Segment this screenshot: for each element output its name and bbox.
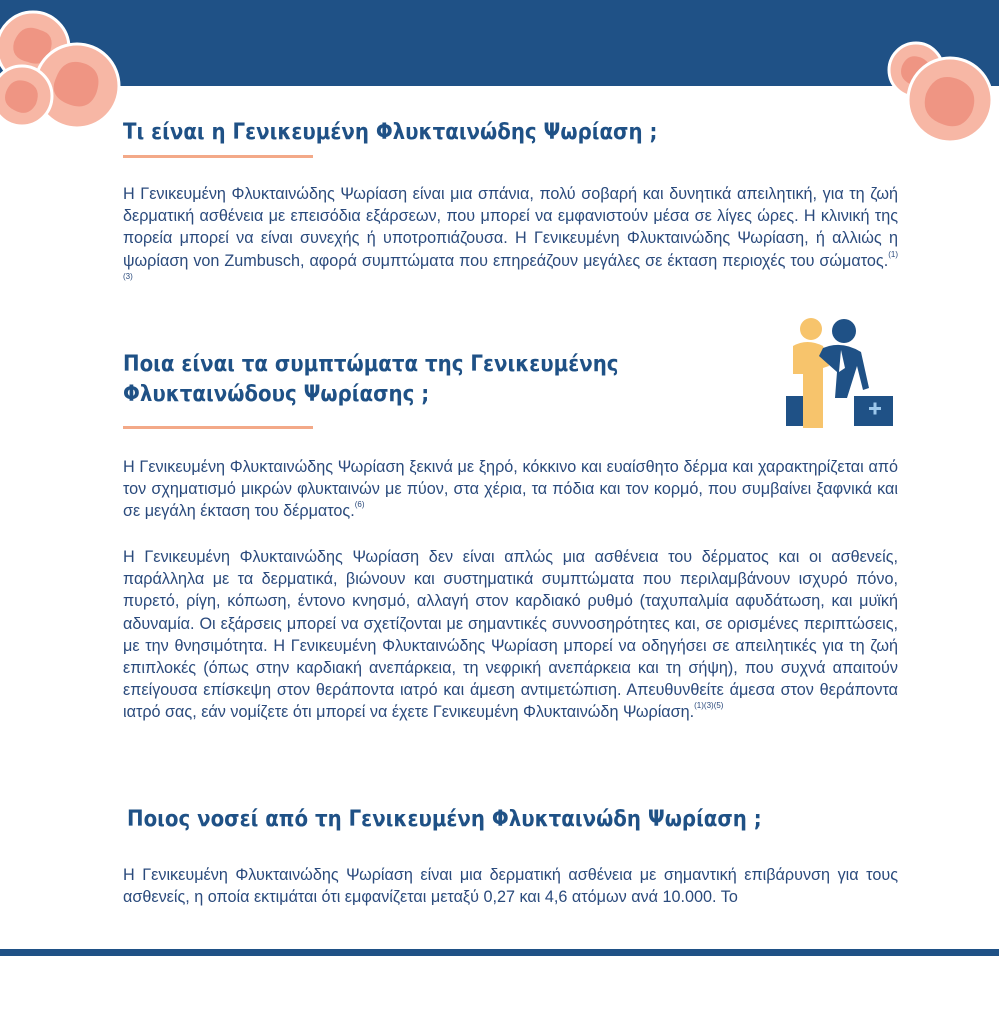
paragraph-text: Η Γενικευμένη Φλυκταινώδης Ψωρίαση δεν είναι απλώς μια ασθένεια του δέρματος και οι ασθενείς, παράλληλα με τα δερματικά, βιώνουν και συστηματικά συμπτώματα που περιλαμβάνουν ισχυρό πόνο, πυρετό, ρίγη, κόπωση, έντονο κνησμό, αλλαγή στον καρδιακό ρυθμό (ταχυπαλμία αφυδάτωση, και μυϊκή αδυναμία. Οι εξάρσεις μπορεί να σχετίζονται με σημαντικές συννοσηρότητες και, σε ορισμένες περιπτώσεις, με την θνησιμότητα. Η Γενικευμένη Φλυκταινώδης Ψωρίαση μπορεί να οδηγήσει σε απειλητικές για τη ζωή επιπλοκές (όπως στην καρδιακή ανεπάρκεια, τη νεφρική ανεπάρκεια και τη σήψη), που συχνά απαιτούν επείγουσα επίσκεψη στον θεράποντα ιατρό και άμεση αντιμετώπιση. Απευθυνθείτε άμεσα στον θεράποντα ιατρό σας, εάν νομίζετε ότι μπορεί να έχετε Γενικευμένη Φλυκταινώδη Ψωρίαση. — [123, 548, 898, 722]
reference-marker: (1)(3) — [123, 249, 898, 281]
section-paragraph — [123, 456, 898, 523]
bottom-divider — [0, 949, 999, 956]
paragraph-text: Η Γενικευμένη Φλυκταινώδης Ψωρίαση είναι μια δερματική ασθένεια με σημαντική επιβάρυνση για τους ασθενείς, η οποία εκτιμάται ότι εμφανίζεται μεταξύ 0,27 και 4,6 ατόμων ανά 10.000. Το — [123, 866, 898, 907]
cell-cluster-icon — [880, 36, 999, 146]
section-heading-symptoms: Ποια είναι τα συμπτώματα της Γενικευμένης Φλυκταινώδους Ψωρίασης ; — [123, 352, 619, 407]
top-banner — [0, 0, 999, 86]
section-paragraph — [123, 864, 898, 908]
heading-underline — [123, 155, 313, 158]
doctor-patient-icon — [783, 312, 896, 428]
paragraph-text: Η Γενικευμένη Φλυκταινώδης Ψωρίαση είναι μια σπάνια, πολύ σοβαρή και δυνητικά απειλητική, για τη ζωή δερματική ασθένεια με επεισόδια εξάρσεων, που μπορεί να εμφανιστούν μέσα σε λίγες ώρες. Η κλινική της πορεία μπορεί να είναι συνεχής ή υποτροπιάζουσα. Η Γενικευμένη Φλυκταινώδης Ψωρίαση, ή αλλιώς η ψωρίαση von Zumbusch, αφορά συμπτώματα που επηρεάζουν μεγάλες σε έκταση περιοχές του σώματος. — [123, 185, 898, 270]
section-paragraph — [123, 546, 898, 724]
section-paragraph — [123, 183, 898, 294]
section-heading-what-is: Τι είναι η Γενικευμένη Φλυκταινώδης Ψωρίαση ; — [123, 120, 658, 145]
reference-marker: (1)(3)(5) — [694, 701, 724, 711]
paragraph-text: Η Γενικευμένη Φλυκταινώδης Ψωρίαση ξεκινά με ξηρό, κόκκινο και ευαίσθητο δέρμα και χαρακτηρίζεται από τον σχηματισμό μικρών φλυκταινών με πύον, στα χέρια, τα πόδια και τον κορμό, που συμβαίνει ξαφνικά και σε μεγάλη έκταση του δέρματος. — [123, 458, 898, 521]
section-heading-who: Ποιος νοσεί από τη Γενικευμένη Φλυκταινώδη Ψωρίαση ; — [127, 807, 762, 832]
heading-underline — [123, 426, 313, 429]
reference-marker: (6) — [354, 500, 365, 510]
cell-cluster-icon — [0, 0, 125, 135]
